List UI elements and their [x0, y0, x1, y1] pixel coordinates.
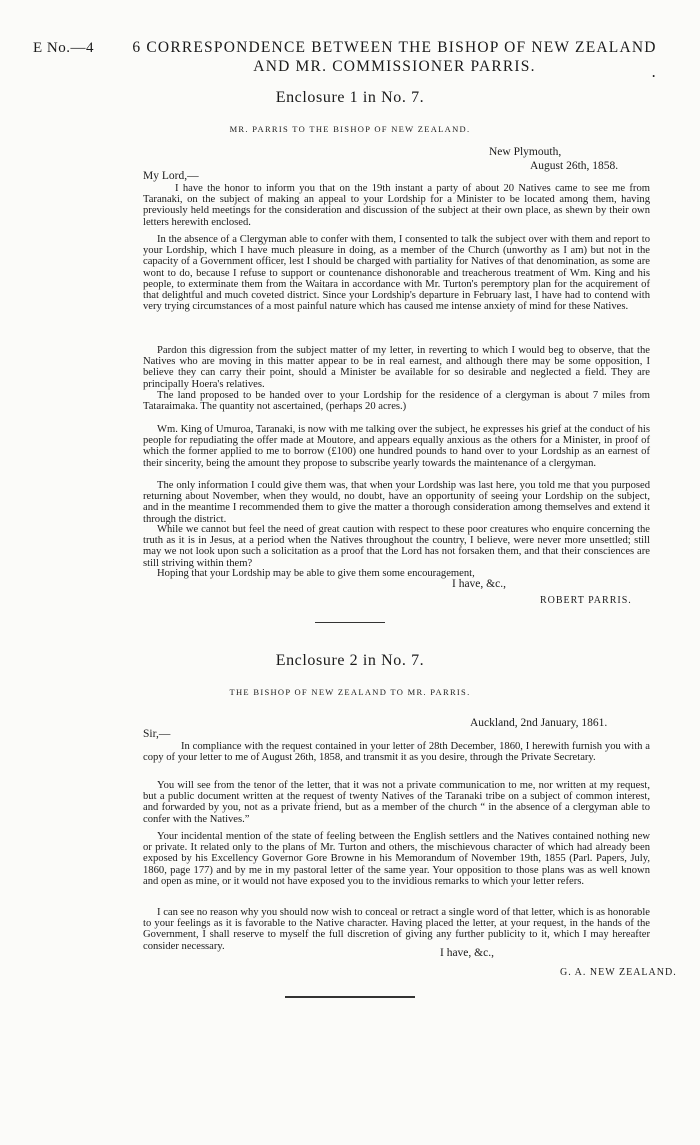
enclosure1-paragraph-3: Pardon this digression from the subject matter of my letter, in reverting to which I would beg to observe, that the Natives who are moving in this matter appear to be in real earnest, and although there may be some opposition, I believe they can carry their point, should a Minister be available for so desirable and neglected a field. They are principally Hoera's relatives. — [143, 345, 650, 390]
enclosure2-signature: G. A. NEW ZEALAND. — [560, 967, 677, 978]
enclosure1-place: New Plymouth, — [489, 146, 562, 158]
enclosure2-paragraph-4: I can see no reason why you should now wish to conceal or retract a single word of that letter, which is as honorable to your feelings as it is favorable to the Native character. Having placed the letter, at your request, in the hands of the Government, I shall reserve to myself the full discretion of giving any further publicity to it, which I may hereafter consider necessary. — [143, 907, 650, 952]
section-divider — [315, 622, 385, 623]
enclosure1-title: Enclosure 1 in No. 7. — [275, 89, 425, 106]
enclosure1-salutation: My Lord,— — [143, 170, 199, 182]
enclosure1-paragraph-6: The only information I could give them was, that when your Lordship was last here, you told me that you purposed returning about November, when they would, no doubt, have an opportunity of seeing your Lordship on the subject, and in the meantime I recommended them to give the matter a thorough consideration among themselves and extend it through the district. — [143, 480, 650, 525]
page-header — [122, 38, 667, 76]
enclosure1-paragraph-2: In the absence of a Clergyman able to confer with them, I consented to talk the subject over with them and report to your Lordship, which I have much pleasure in doing, as a member of the Church (unworthy as I am) but not in the capacity of a Government officer, lest I should be charged with partiality for Natives of that denomination, as some are wont to do, because I refuse to support or countenance dishonorable and treacherous treatment of Wm. King and his people, to exterminate them from the Waitara in accordance with Mr. Turton's peremptory plan for the acquirement of that delightful and much coveted district. Since your Lordship's departure in February last, I have had to contend with very trying circumstances of a most painful nature which has caused me intense anxiety of mind for these Natives. — [143, 234, 650, 313]
enclosure1-paragraph-1: I have the honor to inform you that on the 19th instant a party of about 20 Natives came to see me from Taranaki, on the subject of making an appeal to your Lordship for a Minister to be located among them, having previously held meetings for the consideration and discussion of the subject at their own place, as shewn by their own letters herewith enclosed. — [143, 183, 650, 228]
enclosure2-subtitle: THE BISHOP OF NEW ZEALAND TO MR. PARRIS. — [229, 687, 471, 697]
enclosure2-paragraph-3: Your incidental mention of the state of feeling between the English settlers and the Natives contained nothing new or private. It related only to the plans of Mr. Turton and others, the mischievous character of which had already been exposed by his Excellency Governor Gore Browne in his Memorandum of November 19th, 1855 (Parl. Papers, July, 1860, page 177) and by me in my pastoral letter of the same year. Your opposition to those plans was as well known and open as mine, or it would not have exposed you to the invidious remarks to which your letter refers. — [143, 831, 650, 887]
enclosure1-paragraph-7: While we cannot but feel the need of great caution with respect to these poor creatures who enquire concerning the truth as it is in Jesus, at a period when the Natives throughout the country, I believe, were never more unsettled; still may we not look upon such a solicitation as a proof that the Lord has not forsaken them, and that their consciences are still striving within them? — [143, 524, 650, 569]
enclosure2-paragraph-1: In compliance with the request contained in your letter of 28th December, 1860, I herewith furnish you with a copy of your letter to me of August 26th, 1858, and transmit it as you desire, through the Private Secretary. — [143, 741, 650, 764]
enclosure2-closing: I have, &c., — [440, 947, 494, 959]
enclosure1-paragraph-8: Hoping that your Lordship may be able to give them some encouragement, — [157, 568, 475, 579]
enclosure1-subtitle: MR. PARRIS TO THE BISHOP OF NEW ZEALAND. — [229, 124, 471, 134]
enclosure1-paragraph-4: The land proposed to be handed over to your Lordship for the residence of a clergyman is about 7 miles from Tataraimaka. The quantity not ascertained, (perhaps 20 acres.) — [143, 390, 650, 413]
header-title-line2: AND MR. COMMISSIONER PARRIS. — [253, 58, 536, 75]
enclosure1-date: August 26th, 1858. — [530, 160, 619, 172]
enclosure2-title: Enclosure 2 in No. 7. — [275, 652, 425, 669]
end-divider — [285, 996, 415, 998]
enclosure2-salutation: Sir,— — [143, 728, 171, 740]
enclosure2-paragraph-2: You will see from the tenor of the letter, that it was not a private communication to me, nor written at my request, but a public document written at the request of twenty Natives of the Taranaki tribe on a subject of common interest, and forwarded by you, not as a private friend, but as a member of the church “ in the absence of a clergyman able to confer with the Natives.” — [143, 780, 650, 825]
enclosure1-signature: ROBERT PARRIS. — [540, 595, 632, 606]
margin-mark: • — [652, 72, 655, 81]
enclosure1-paragraph-5: Wm. King of Umuroa, Taranaki, is now with me talking over the subject, he expresses his grief at the conduct of his people for repudiating the offer made at Moutore, and appears equally anxious as the others for a Minister, in proof of which the former applied to me to borrow (£100) one hundred pounds to hand over to your Lordship as an earnest of their sincerity, being the amount they propose to subscribe yearly towards the maintenance of a clergyman. — [143, 424, 650, 469]
header-title-line1: 6 CORRESPONDENCE BETWEEN THE BISHOP OF NEW ZEALAND — [132, 39, 657, 56]
enclosure2-place-date: Auckland, 2nd January, 1861. — [470, 717, 608, 729]
enclosure1-closing: I have, &c., — [452, 578, 506, 590]
document-reference: E No.—4 — [33, 40, 94, 56]
